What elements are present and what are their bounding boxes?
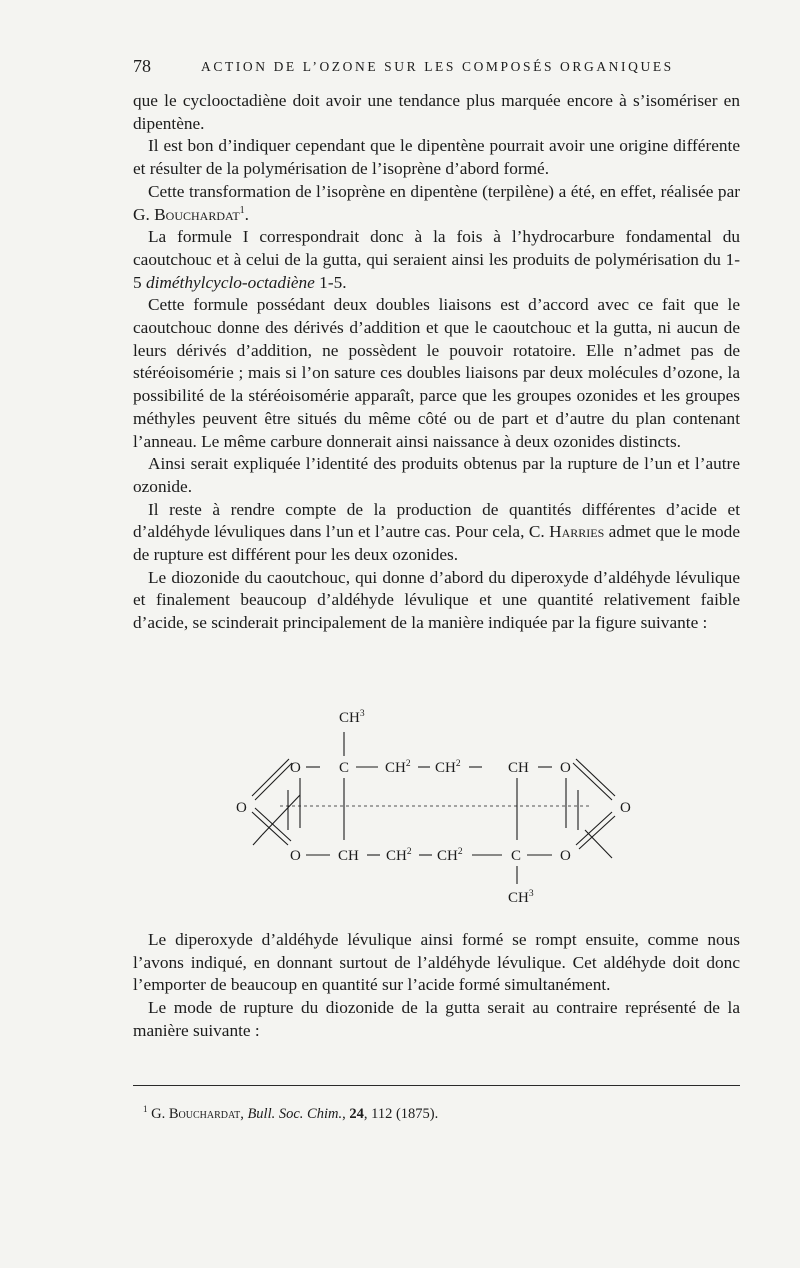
- formula-atom: O: [620, 800, 631, 816]
- footnote-divider: [133, 1085, 740, 1086]
- bond: [579, 816, 615, 849]
- paragraph: que le cyclooctadiène doit avoir une tendance plus marquée encore à s’isomériser en dipentène.: [133, 91, 740, 133]
- footnote-marker: 1: [143, 1104, 148, 1114]
- formula-atom: O: [236, 800, 247, 816]
- formula-atom: $CH^3$: [339, 709, 365, 726]
- bond: [573, 763, 612, 800]
- paragraph-text: admet que le mode de rupture est différent pour les deux ozonides.: [133, 522, 740, 565]
- paragraph: Le diozonide du caoutchouc, qui donne d’abord du diperoxyde d’aldéhyde lévulique et finalement beaucoup d’aldéhyde lévulique et une quantité relativement faible d’acide, se scinderait principalement de la manière indiquée par la figure suivante :: [133, 567, 740, 633]
- formula-atom: $CH^2$: [386, 847, 412, 864]
- author-name: Bouchardat: [154, 204, 240, 224]
- formula-atom: C: [339, 760, 350, 776]
- body-text-lower: [133, 929, 740, 1043]
- formula-atom: $CH^3$: [508, 889, 534, 906]
- formula-atom: CH: [508, 760, 529, 776]
- formula-atom: O: [560, 760, 571, 776]
- bond: [252, 759, 289, 796]
- formula-atom: O: [560, 848, 571, 864]
- footnote-pages: , 112 (1875).: [363, 1105, 439, 1122]
- bond: [255, 763, 292, 800]
- page-number: 78: [133, 56, 151, 76]
- paragraph-text: Il reste à rendre compte de la production de quantités différentes d’acide et d’aldéhyde lévuliques dans l’un et l’autre cas. Pour cela, C.: [133, 499, 740, 542]
- paragraph-text: .: [244, 204, 249, 224]
- paragraph: Cette formule possédant deux doubles liaisons est d’accord avec ce fait que le caoutchouc donne des dérivés d’addition et que le caoutchouc et la gutta, ni aucun de leurs dérivés d’addition, ne possèdent le pouvoir rotatoire. Elle n’admet pas de stéréoisomérie ; mais si l’on sature ces doubles liaisons par deux molécules d’ozone, la possibilité de la stéréoisomérie apparaît, parce que les groupes ozonides et les groupes méthyles peuvent être situés du même côté ou de part et d’autre du plan contenant l’anneau. Le même carbure donnerait ainsi naissance à deux ozonides distincts.: [133, 295, 740, 451]
- formula-atom: $CH^2$: [437, 847, 463, 864]
- footnote-author: G. Bouchardat: [151, 1105, 241, 1122]
- paragraph-text: 1-5.: [314, 272, 347, 292]
- formula-atom: C: [511, 848, 522, 864]
- footnote-separator: ,: [342, 1105, 350, 1122]
- bond: [253, 835, 262, 845]
- paragraph-text: Cette transformation de l’isoprène en dipentène (terpilène) a été, en effet, réalisée par G.: [133, 181, 740, 224]
- footnote-volume: 24: [349, 1105, 364, 1122]
- formula-atom: $CH^2$: [435, 759, 461, 776]
- paragraph-text: La formule I correspondrait donc à la fois à l’hydrocarbure fondamental du caoutchouc et à celui de la gutta, qui seraient ainsi les produits de polymérisation du 1-5: [133, 227, 740, 292]
- running-title: ACTION DE L’OZONE SUR LES COMPOSÉS ORGANIQUES: [201, 59, 674, 74]
- paragraph: Il est bon d’indiquer cependant que le dipentène pourrait avoir une origine différente et résulter de la polymérisation de l’isoprène d’abord formé.: [133, 136, 740, 179]
- paragraph: Le diperoxyde d’aldéhyde lévulique ainsi formé se rompt ensuite, comme nous l’avons indiqué, en donnant surtout de l’aldéhyde lévulique. Cet aldéhyde doit donc l’emporter de beaucoup en quantité sur l’acide formé simultanément.: [133, 930, 740, 995]
- footnote-separator: ,: [240, 1105, 248, 1122]
- footnote: [143, 1104, 743, 1123]
- author-name: Harries: [549, 522, 605, 542]
- formula-atom: CH: [338, 848, 359, 864]
- bond: [576, 759, 615, 796]
- paragraph: Le mode de rupture du diozonide de la gutta serait au contraire représenté de la manière suivante :: [133, 998, 740, 1040]
- formula-atom: $CH^2$: [385, 759, 411, 776]
- bond: [262, 795, 300, 835]
- compound-name: diméthylcyclo-octadiène: [145, 272, 315, 292]
- footnote-reference: 1: [239, 204, 245, 216]
- formula-atom: O: [290, 760, 301, 776]
- formula-atom: O: [290, 848, 301, 864]
- bond: [585, 830, 612, 858]
- paragraph: Ainsi serait expliquée l’identité des produits obtenus par la rupture de l’un et l’autre ozonide.: [133, 454, 740, 496]
- footnote-journal: Bull. Soc. Chim.: [247, 1105, 343, 1122]
